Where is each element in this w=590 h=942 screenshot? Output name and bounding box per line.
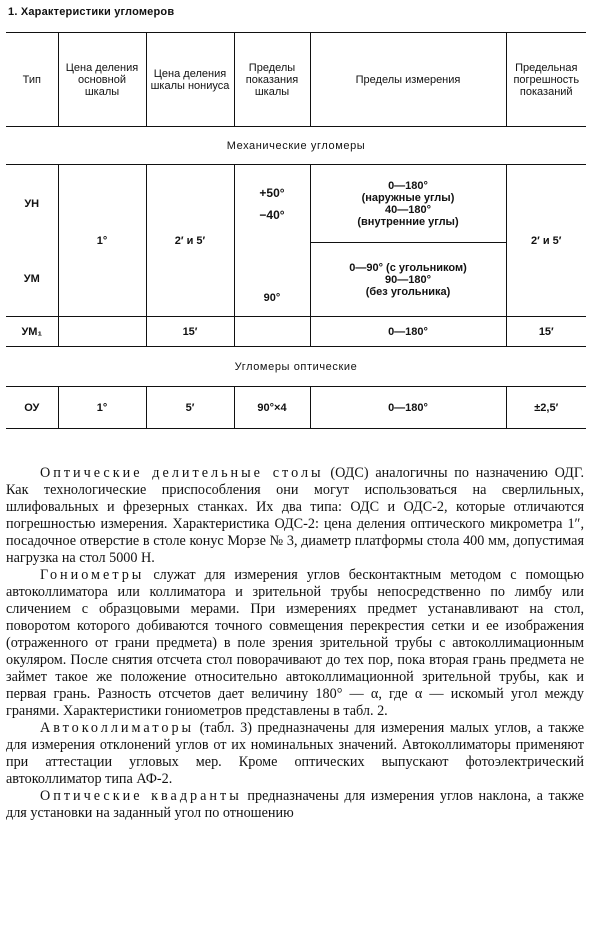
main-ou: 1° [58,387,146,429]
paragraph-autocollimators-text: (табл. 3) предназначены для измерения малых углов, а также для измерения отклонений углов от их номинальных значений. Автоколлиматоры применяют при аттестации угловых мер. Кроме оптических выпускают фотоэлектрический автоколлиматор типа АФ-2. [6,720,584,787]
main-scale-shared: 1° [58,165,146,317]
paragraph-ods-text: (ОДС) аналогичны по назначению ОДГ. Как технологические приспособления они могут использоваться на сверлильных, шлифовальных и фрезерных станках. Их два типа: ОДС и ОДС-2, которые отличаются погрешностью измерения. Характеристика ОДС-2: цена деления оптического микрометра 1″, посадочное отверстие в столе конус Морзе № 3, диаметр платформы стола 400 мм, допустимая нагрузка на стол 5000 Н. [6,465,585,566]
range-um1: 0—180° [310,317,506,347]
section-optical: Угломеры оптические [234,360,358,373]
paragraph-ods [6,465,584,567]
type-un: УН [6,165,58,243]
limits-un-plus: +50° [259,185,285,200]
header-range: Пределы измерения [310,33,506,127]
range-ou: 0—180° [310,387,506,429]
section-row [6,127,586,165]
vernier-shared: 2′ и 5′ [146,165,234,317]
error-ou: ±2,5′ [506,387,586,429]
section-row [6,347,586,387]
limits-um1 [234,317,310,347]
paragraph-goniometers-text: служат для измерения углов бесконтактным методом с помощью автоколлиматора или коллиматора и зрительной трубы непосредственно по лимбу или сличением с образцовыми мерами. При измерениях предмет устанавливают на стол, поворотом которого добиваются точного совмещения перекрестия сетки и ее изображения (отраженного от грани предмета) в поле зрения зрительной трубы с автоколлимационным окуляром. После снятия отсчета стол поворачивают до тех пор, пока вторая грань предмета не займет такое же положение относительно автоколлимационной зрительной трубы, как и первая грань. Разность отсчетов дает величину 180° — α, где α — искомый угол между гранями. Характеристики гониометров представлены в табл. 2. [6,567,584,719]
table-caption: 1. Характеристики угломеров [8,6,175,18]
header-row [6,33,586,127]
range-un: 0—180° (наружные углы) 40—180° (внутренние углы) [310,165,506,243]
term-quadrants: Оптические квадранты [40,788,242,804]
type-ou: ОУ [6,387,58,429]
body-text [6,465,584,822]
paragraph-autocollimators [6,720,584,788]
limits-um: 90° [234,243,310,317]
term-autocollimators: Автоколлиматоры [40,720,195,736]
vernier-um1: 15′ [146,317,234,347]
header-error: Предельная погрешность показаний [506,33,586,127]
header-main-scale: Цена деления основной шкалы [58,33,146,127]
paragraph-goniometers [6,567,584,720]
range-um: 0—90° (с угольником) 90—180° (без угольника) [310,243,506,317]
type-um: УМ [23,273,40,286]
header-vernier: Цена деления шкалы нониуса [146,33,234,127]
header-type: Тип [6,33,58,127]
paragraph-quadrants-text: предназначены для измерения углов наклона, а также для установки на заданный угол по отношению [6,788,584,821]
main-um1 [58,317,146,347]
vernier-ou: 5′ [146,387,234,429]
paragraph-quadrants [6,788,584,822]
term-ods: Оптические делительные столы [40,465,324,481]
table-row [6,165,586,243]
error-shared: 2′ и 5′ [506,165,586,317]
term-goniometers: Гониометры [40,567,145,583]
header-limits: Пределы показания шкалы [234,33,310,127]
angle-gauge-table [6,32,586,429]
limits-ou: 90°×4 [234,387,310,429]
error-um1: 15′ [506,317,586,347]
table-row [6,387,586,429]
limits-un-minus: −40° [259,207,285,222]
limits-un [234,165,310,243]
section-mechanical: Механические угломеры [226,139,366,152]
table-row [6,317,586,347]
type-um1: УМ₁ [6,317,58,347]
